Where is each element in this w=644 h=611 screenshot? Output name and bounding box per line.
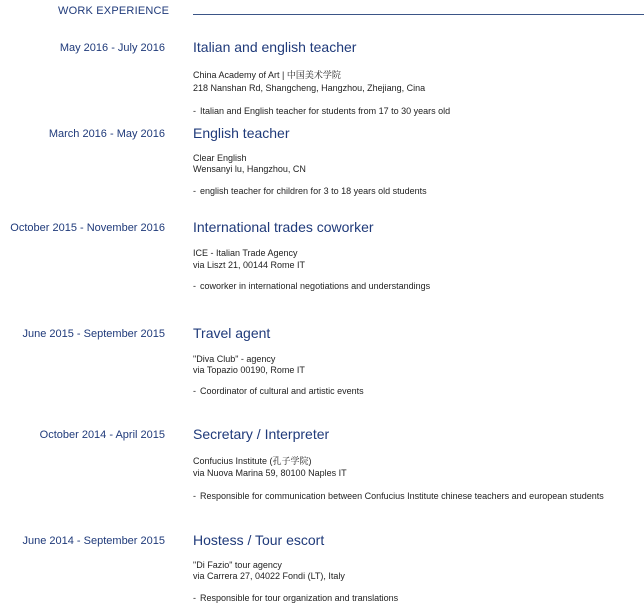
section-divider: [193, 14, 644, 15]
bullet-text: Italian and English teacher for students from 17 to 30 years old: [200, 106, 451, 116]
entry-role: Travel agent: [193, 325, 271, 341]
entry-org-name: China Academy of Art | 中国美术学院: [193, 70, 341, 80]
entry-date: June 2014 - September 2015: [22, 535, 165, 547]
entry-role: Hostess / Tour escort: [193, 532, 325, 548]
entry-date: June 2015 - September 2015: [22, 328, 165, 340]
entry-org-address: via Nuova Marina 59, 80100 Naples IT: [193, 468, 347, 478]
bullet-text: coworker in international negotiations and understandings: [200, 281, 431, 291]
entry-role: English teacher: [193, 125, 290, 141]
entry-org-address: via Topazio 00190, Rome IT: [193, 365, 305, 375]
bullet-mark: -: [193, 281, 196, 291]
bullet-text: Responsible for tour organization and translations: [200, 593, 399, 603]
entry-date: May 2016 - July 2016: [59, 42, 165, 54]
entry-org-address: 218 Nanshan Rd, Shangcheng, Hangzhou, Zhejiang, Cina: [193, 83, 426, 93]
bullet-mark: -: [193, 593, 196, 603]
entry-bullet: [193, 386, 364, 396]
entry-role: International trades coworker: [193, 219, 374, 235]
entry-date: March 2016 - May 2016: [48, 128, 165, 140]
entry-bullet: [193, 593, 398, 603]
entry-org-name: "Diva Club" - agency: [193, 354, 276, 364]
entry-date: October 2015 - November 2016: [10, 222, 165, 234]
section-title: WORK EXPERIENCE: [58, 5, 170, 17]
bullet-text: Responsible for communication between Confucius Institute chinese teachers and european students: [200, 491, 604, 501]
bullet-mark: -: [193, 386, 196, 396]
bullet-mark: -: [193, 491, 196, 501]
bullet-mark: -: [193, 186, 196, 196]
entry-role: Italian and english teacher: [193, 39, 357, 55]
bullet-mark: -: [193, 106, 196, 116]
entry-bullet: [193, 491, 604, 501]
entry-org-name: Clear English: [193, 153, 247, 163]
entry-bullet: [193, 106, 450, 116]
entry-org-name: "Di Fazio" tour agency: [193, 560, 282, 570]
entry-org-name: ICE - Italian Trade Agency: [193, 248, 298, 258]
entry-org-address: via Carrera 27, 04022 Fondi (LT), Italy: [193, 571, 345, 581]
entry-org-address: via Liszt 21, 00144 Rome IT: [193, 260, 306, 270]
entry-bullet: [193, 186, 427, 196]
entry-org-name: Confucius Institute (孔子学院): [193, 456, 312, 466]
bullet-text: Coordinator of cultural and artistic events: [200, 386, 364, 396]
entry-org-address: Wensanyi lu, Hangzhou, CN: [193, 164, 306, 174]
entry-bullet: [193, 281, 430, 291]
bullet-text: english teacher for children for 3 to 18 years old students: [200, 186, 427, 196]
entry-role: Secretary / Interpreter: [193, 426, 330, 442]
entry-date: October 2014 - April 2015: [39, 429, 165, 441]
